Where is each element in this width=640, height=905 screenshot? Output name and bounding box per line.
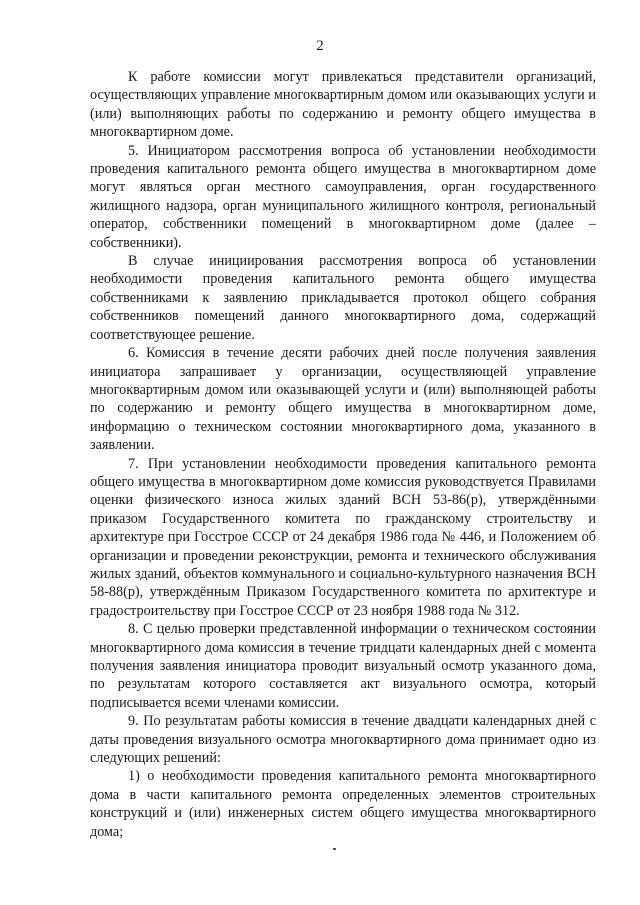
paragraph-9-decisions: 9. По результатам работы комиссия в течение двадцати календарных дней с даты проведения визуального осмотра многоквартирного дома принимает одно из следующих решений: [90,713,596,767]
paragraph-commission-participants: К работе комиссии могут привлекаться представители организаций, осуществляющих управление многоквартирным домом или оказывающих услуги и (или) выполняющих работы по содержанию и ремонту общего имущества в многоквартирном доме. [90,69,596,141]
paragraph-5-initiator: 5. Инициатором рассмотрения вопроса об установлении необходимости проведения капитального ремонта общего имущества в многоквартирном доме могут являться орган местного самоуправления, орган государственного жилищного надзора, орган муниципального жилищного контроля, региональный оператор, собственники помещений в многоквартирном доме (далее – собственники). [90,142,596,251]
paragraph-decision-1: 1) о необходимости проведения капитального ремонта многоквартирного дома в части капитального ремонта определенных элементов строительных конструкций и (или) инженерных систем общего имущества многоквартирного дома; [90,768,596,840]
paragraph-6-request: 6. Комиссия в течение десяти рабочих дней после получения заявления инициатора запрашивает у организации, осуществляющей управление многоквартирным домом или оказывающей услуги и (или) выполняющей работы по содержанию и ремонту общего имущества в многоквартирном доме, информацию о техническом состоянии многоквартирного дома, указанного в заявлении. [90,345,596,454]
document-body [90,68,596,841]
paragraph-8-inspection: 8. С целью проверки представленной информации о техническом состоянии многоквартирного дома комиссия в течение тридцати календарных дней с момента получения заявления инициатора проводит визуальный осмотр указанного дома, по результатам которого составляется акт визуального осмотра, который подписывается всеми членами комиссии. [90,621,596,711]
page-number: 2 [316,38,324,54]
paragraph-7-rules: 7. При установлении необходимости проведения капитального ремонта общего имущества в многоквартирном доме комиссия руководствуется Правилами оценки физического износа жилых зданий ВСН 53-86(р), утверждёнными приказом Государственного комитета по гражданскому строительству и архитектуре при Госстрое СССР от 24 декабря 1986 года № 446, и Положением об организации и проведении реконструкции, ремонта и технического обслуживания жилых зданий, объектов коммунального и социально-культурного назначения ВСН 58-88(р), утверждённым Приказом Государственного комитета по архитектуре и градостроительству при Госстрое СССР от 23 ноября 1988 года № 312. [90,455,596,619]
paragraph-owners-initiation: В случае инициирования рассмотрения вопроса об установлении необходимости проведения капитального ремонта общего имущества собственниками к заявлению прикладывается протокол общего собрания собственников помещений данного многоквартирного дома, содержащий соответствующее решение. [90,253,596,343]
scan-mark [333,848,336,850]
